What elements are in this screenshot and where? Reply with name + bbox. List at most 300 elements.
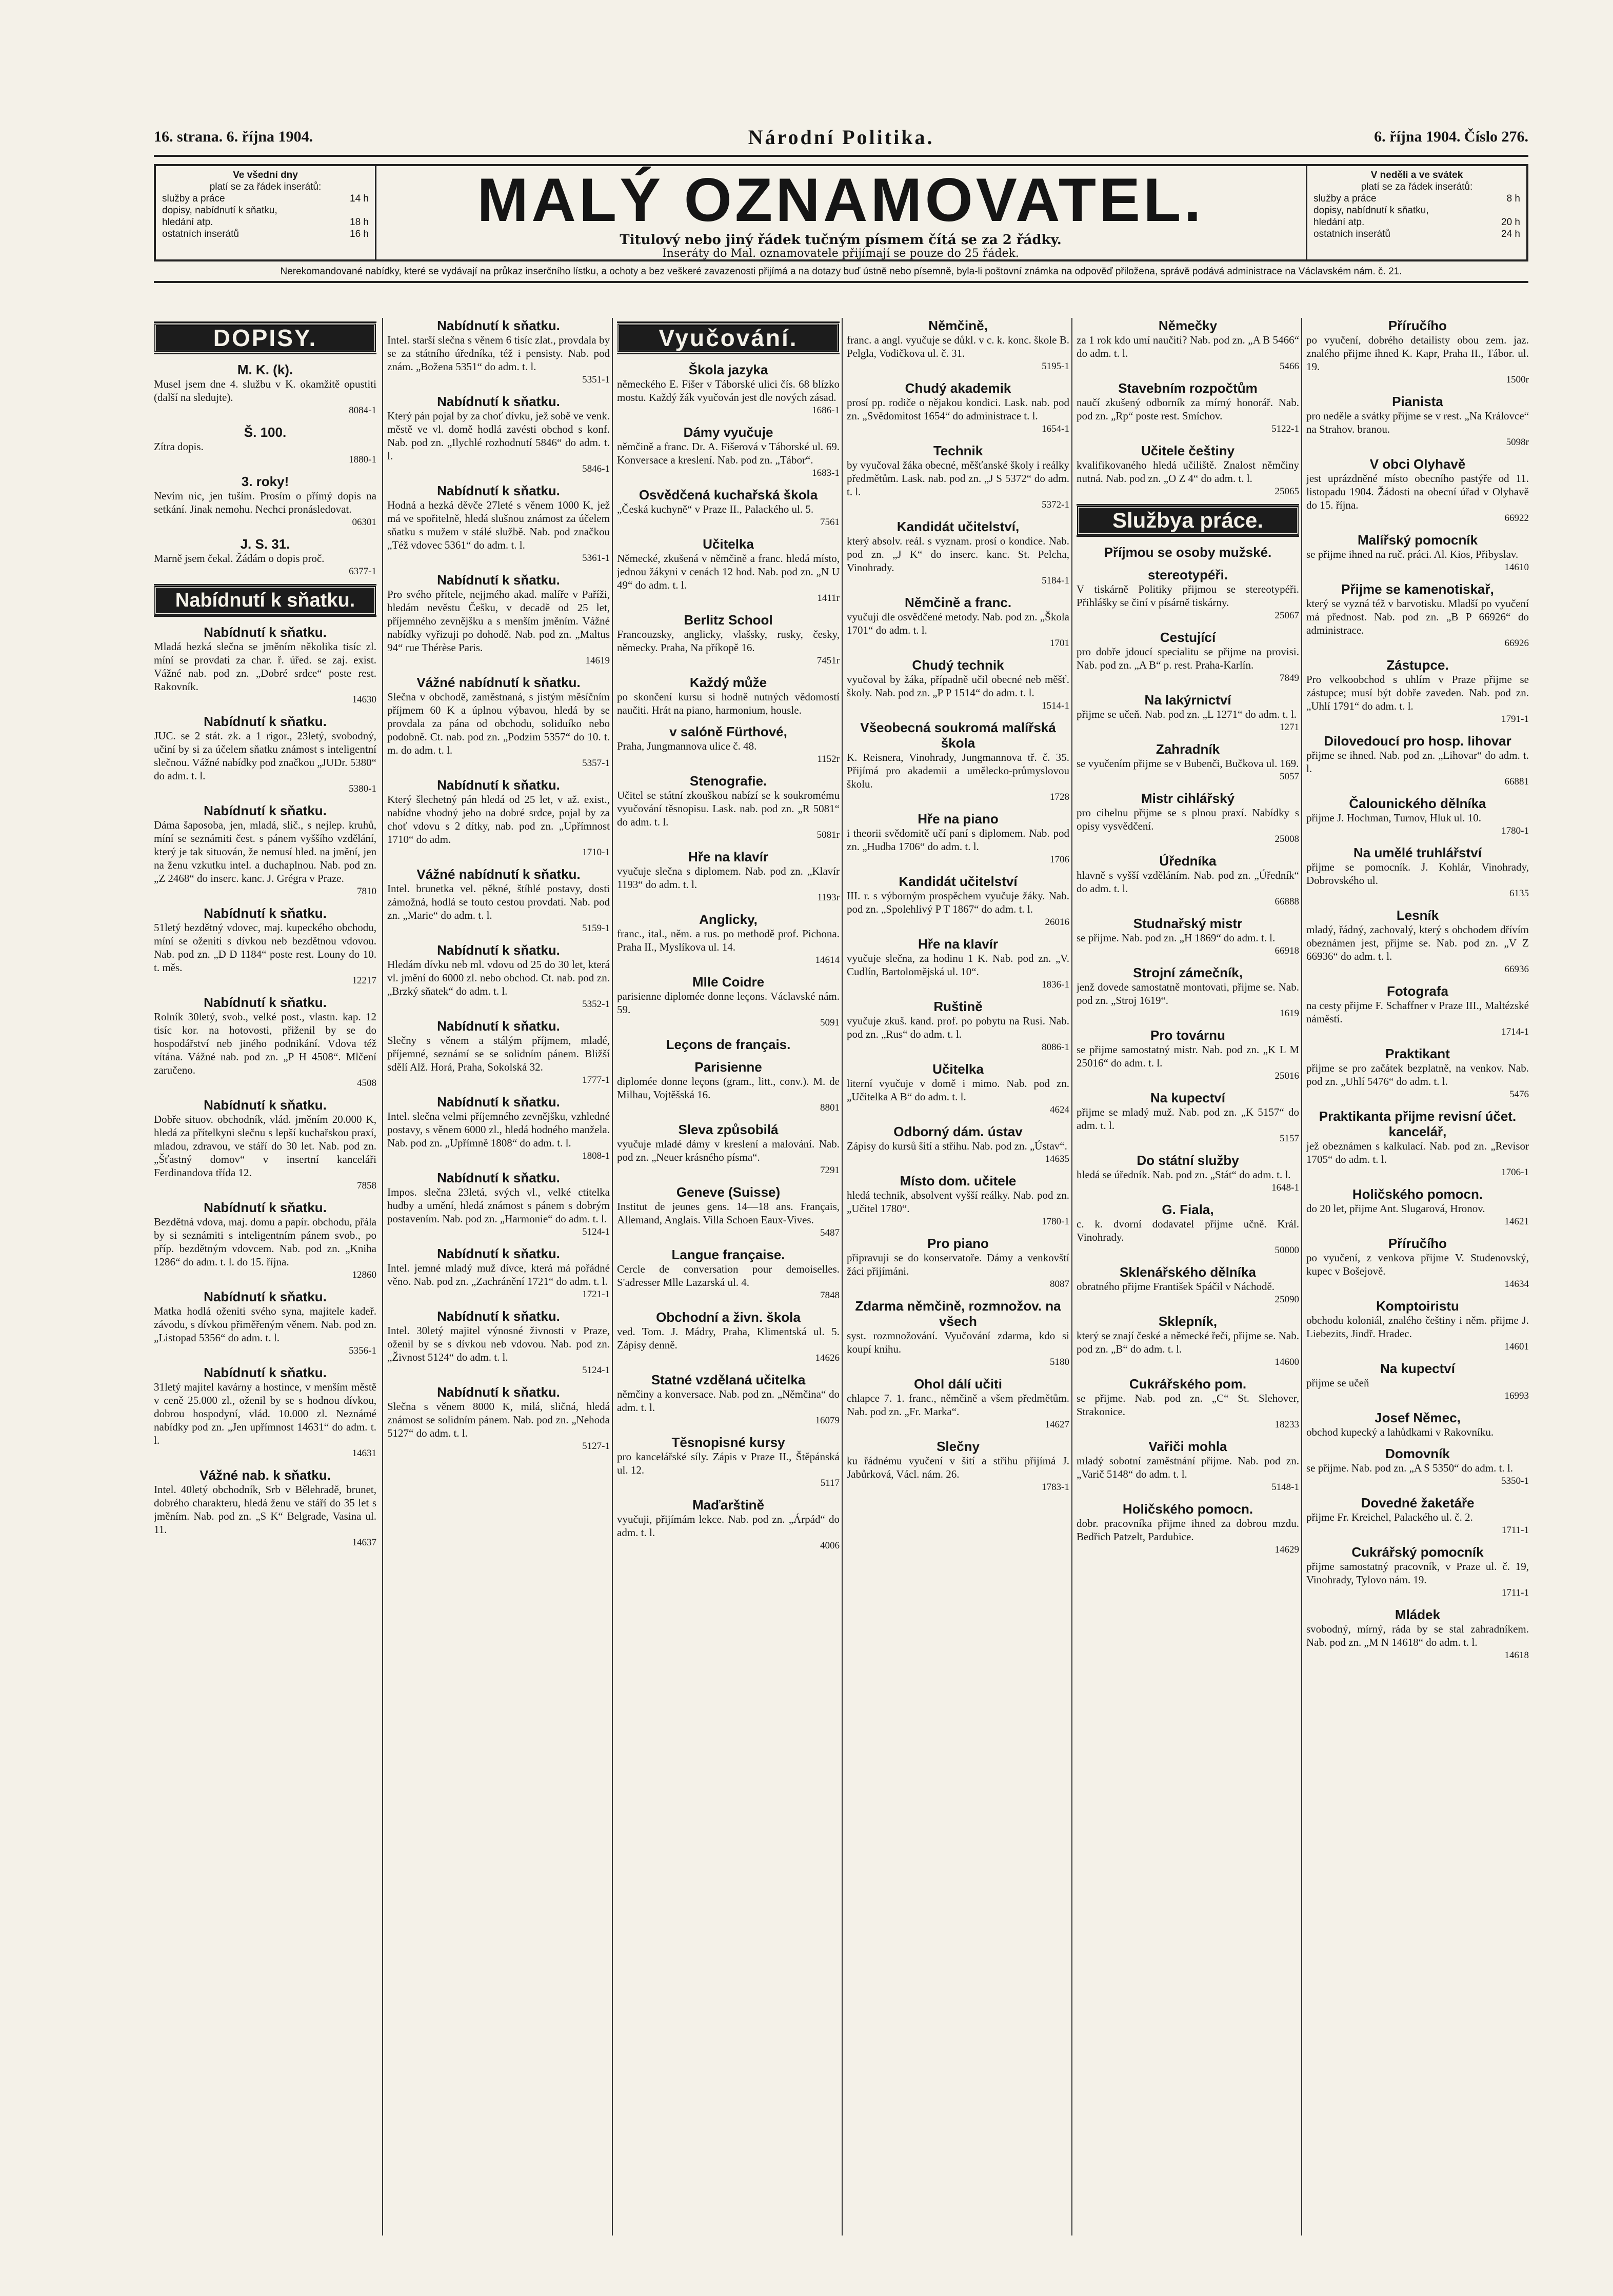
ad-body: hledá technik, absolvent vyšší reálky. Nab. pod zn. „Učitel 1780“. bbox=[847, 1189, 1069, 1215]
ad-heading: Těsnopisné kursy bbox=[671, 1435, 785, 1450]
column-rule bbox=[382, 318, 383, 2235]
ad-code: 4508 bbox=[357, 1078, 376, 1089]
column-2 bbox=[387, 318, 610, 2235]
classified-ad bbox=[847, 318, 1069, 373]
classified-ad bbox=[617, 536, 840, 605]
ad-code: 14634 bbox=[1504, 1279, 1529, 1290]
ad-heading: Pro továrnu bbox=[1150, 1028, 1225, 1043]
classified-ad bbox=[617, 1184, 840, 1240]
ad-body: Matka hodlá oženiti svého syna, majitele kadeř. závodu, s dívkou přiměřeným věnem. Nab. pod zn. „Listopad 5356“ do adm. t. l. bbox=[154, 1305, 376, 1344]
ad-heading: Škola jazyka bbox=[688, 362, 768, 377]
ad-body: vyučoval by žáka, případně učil obecné neb měšť. školy. Nab. pod zn. „P P 1514“ do adm. t. l. bbox=[847, 673, 1069, 699]
ad-heading: Obchodní a živn. škola bbox=[656, 1310, 801, 1325]
ad-body: který absolv. reál. s vyznam. prosí o kondice. Nab. pod zn. „J K“ do inserc. kanc. St. Pelcha, Vinohrady. bbox=[847, 535, 1069, 574]
ad-body: pro dobře jdoucí specialitu se přijme na provisi. Nab. pod zn. „A B“ p. rest. Praha-Karlín. bbox=[1077, 646, 1299, 671]
classified-ad bbox=[617, 773, 840, 842]
ad-code: 7858 bbox=[357, 1180, 376, 1191]
banner-title: MALÝ OZNAMOVATEL. bbox=[477, 166, 1204, 234]
classified-ad bbox=[387, 572, 610, 668]
ad-code: 5122-1 bbox=[1271, 424, 1299, 434]
ad-code: 14619 bbox=[585, 655, 610, 666]
classified-ad bbox=[1077, 380, 1299, 436]
classified-ad bbox=[387, 1018, 610, 1087]
ad-code: 5361-1 bbox=[582, 553, 610, 563]
ad-code: 66922 bbox=[1504, 513, 1529, 523]
ad-code: 5846-1 bbox=[582, 464, 610, 474]
ad-heading: Mládek bbox=[1395, 1607, 1441, 1622]
ad-code: 1880-1 bbox=[349, 454, 376, 465]
ad-body: který se znají české a německé řeči, přijme se. Nab. pod zn. „B“ do adm. t. l. bbox=[1077, 1330, 1299, 1355]
ad-code: 1780-1 bbox=[1042, 1216, 1069, 1227]
classified-ad bbox=[154, 536, 376, 578]
ad-code: 1714-1 bbox=[1501, 1026, 1529, 1037]
classified-ad bbox=[1306, 1495, 1529, 1537]
classified-ad bbox=[1306, 394, 1529, 449]
ad-body: ved. Tom. J. Mádry, Praha, Klimentská ul. 5. Zápisy denně. bbox=[617, 1325, 840, 1351]
section-heading-vyucovani: Vyučování. bbox=[617, 323, 840, 353]
ad-code: 5350-1 bbox=[1501, 1476, 1529, 1486]
ad-code: 5180 bbox=[1050, 1357, 1069, 1367]
ad-body: přijme samostatný pracovník, v Praze ul. č. 19, Vinohrady, Tylovo nám. 19. bbox=[1306, 1560, 1529, 1586]
classified-ad bbox=[617, 974, 840, 1030]
ad-heading: Úředníka bbox=[1159, 853, 1217, 869]
classified-ad bbox=[847, 936, 1069, 992]
ad-heading: Učitelka bbox=[703, 536, 754, 552]
classified-ad bbox=[847, 1124, 1069, 1166]
ad-body: kvalifikovaného hledá učiliště. Znalost němčiny nutná. Nab. pod zn. „O Z 4“ do adm. t. l. bbox=[1077, 459, 1299, 485]
ad-heading: Němčině a franc. bbox=[904, 595, 1012, 610]
ad-body: obchod kupecký a lahůdkami v Rakovníku. bbox=[1306, 1426, 1494, 1438]
ad-code: 7451r bbox=[817, 655, 840, 666]
ad-heading: Hře na klavír bbox=[918, 936, 999, 952]
classified-ad bbox=[847, 874, 1069, 929]
ad-heading: Nabídnutí k sňatku. bbox=[437, 394, 560, 409]
classified-ad bbox=[617, 1310, 840, 1365]
ad-code: 1648-1 bbox=[1271, 1182, 1299, 1193]
ad-code: 7848 bbox=[820, 1290, 840, 1301]
rates-heading: V neděli a ve svátek bbox=[1370, 170, 1463, 180]
banner-subtitle-2: Inseráty do Mal. oznamovatele přijímají se pouze do 25 řádek. bbox=[662, 247, 1019, 260]
ad-code: 14621 bbox=[1504, 1216, 1529, 1227]
ad-code: 16079 bbox=[815, 1415, 840, 1426]
classified-ad bbox=[387, 318, 610, 387]
classified-ad bbox=[387, 1094, 610, 1163]
classified-ad bbox=[1077, 853, 1299, 909]
ad-body: jež obeznámen s kalkulací. Nab. pod zn. „Revisor 1705“ do adm. t. l. bbox=[1306, 1140, 1529, 1165]
ad-code: 5124-1 bbox=[582, 1226, 610, 1237]
classified-ad bbox=[1306, 1046, 1529, 1101]
ad-heading: Osvědčená kuchařská škola bbox=[639, 487, 818, 502]
ad-body: pro cihelnu přijme se s plnou praxí. Nabídky s opisy vysvědčení. bbox=[1077, 807, 1299, 832]
ad-heading: v salóně Fürthové, bbox=[669, 724, 787, 739]
classified-ad bbox=[154, 425, 376, 467]
section-heading-nabidnuti: Nabídnutí k sňatku. bbox=[154, 586, 376, 615]
ad-body: se přijme samostatný mistr. Nab. pod zn. „K L M 25016“ do adm. t. l. bbox=[1077, 1043, 1299, 1069]
ad-heading: Sklenářského dělníka bbox=[1120, 1264, 1256, 1280]
ad-code: 5157 bbox=[1280, 1133, 1299, 1144]
ad-heading: G. Fiala, bbox=[1162, 1202, 1214, 1217]
classified-ad bbox=[154, 995, 376, 1090]
classified-ad bbox=[1306, 581, 1529, 650]
ad-body: Francouzsky, anglicky, vlašsky, rusky, česky, německy. Praha, Na příkopě 16. bbox=[617, 628, 840, 654]
classified-ad bbox=[154, 803, 376, 898]
ad-heading: Holičského pomocn. bbox=[1352, 1186, 1483, 1202]
ad-heading: Praktikant bbox=[1385, 1046, 1450, 1061]
classified-ad bbox=[617, 1372, 840, 1427]
rates-heading: Ve všední dny bbox=[233, 170, 298, 180]
classified-ad bbox=[617, 1037, 840, 1052]
classified-ad bbox=[847, 720, 1069, 804]
classified-ad bbox=[847, 519, 1069, 588]
ad-body: Cercle de conversation pour demoiselles. S'adresser Mlle Lazarská ul. 4. bbox=[617, 1263, 840, 1288]
ad-body: vyučuje mladé dámy v kreslení a malování. Nab. pod zn. „Neuer krásného písma“. bbox=[617, 1138, 840, 1163]
ad-code: 5356-1 bbox=[349, 1345, 376, 1356]
ad-code: 1683-1 bbox=[812, 468, 840, 478]
classified-ad bbox=[1306, 1410, 1529, 1439]
ad-body: svobodný, mírný, ráda by se stal zahradníkem. Nab. pod zn. „M N 14618“ do adm. t. l. bbox=[1306, 1623, 1529, 1648]
ad-body: do 20 let, přijme Ant. Slugarová, Hronov. bbox=[1306, 1202, 1485, 1215]
ad-body: na cesty přijme F. Schaffner v Praze III., Maltézské náměstí. bbox=[1306, 999, 1529, 1025]
ad-body: i theorii svědomitě učí paní s diplomem. Nab. pod zn. „Hudba 1706“ do adm. t. l. bbox=[847, 827, 1069, 853]
ad-body: literní vyučuje v domě i mimo. Nab. pod zn. „Učitelka A B“ do adm. t. l. bbox=[847, 1077, 1069, 1103]
column-rule bbox=[1301, 318, 1302, 2235]
column-5 bbox=[1077, 318, 1299, 2235]
ad-code: 8801 bbox=[820, 1102, 840, 1113]
classified-ad bbox=[154, 474, 376, 529]
ad-body: mladý, řádný, zachovalý, který s obchodem dřívím obeznámen jest, přijme se. Nab. pod zn. „V Z 66936“ do adm. t. l. bbox=[1306, 923, 1529, 962]
classified-ad bbox=[1077, 1090, 1299, 1145]
ad-body: Hodná a hezká děvče 27leté s věnem 1000 K, jež má ve spořitelně, hledá slušnou známost za účelem sňatku s mužem v stálé službě. Nab. pod značkou „Též vdovec 5361“ do adm. t. l. bbox=[387, 499, 610, 551]
column-rule bbox=[1071, 318, 1072, 2235]
ad-code: 1710-1 bbox=[582, 847, 610, 858]
ad-code: 5357-1 bbox=[582, 758, 610, 769]
ad-body: Který šlechetný pán hledá od 25 let, v až. exist., nabídne vhodný jeho na dobré srdce, pojal by za choť vdovu s 2 dítky, nab. pod zn. „Upřímnost 1710“ do adm. bbox=[387, 793, 610, 845]
ad-heading: Pro piano bbox=[927, 1236, 989, 1251]
ad-heading: Kandidát učitelství bbox=[899, 874, 1018, 889]
classified-ad bbox=[1306, 1607, 1529, 1662]
classified-ad bbox=[847, 1061, 1069, 1117]
section-heading-dopisy: DOPISY. bbox=[154, 323, 376, 353]
classified-ad bbox=[617, 362, 840, 417]
classified-ad bbox=[1306, 1236, 1529, 1291]
ad-body: Musel jsem dne 4. službu v K. okamžitě opustiti (další na sledujte). bbox=[154, 378, 376, 404]
ad-body: Praha, Jungmannova ulice č. 48. bbox=[617, 740, 757, 752]
holiday-rates bbox=[1306, 166, 1526, 259]
ad-body: obchodu koloniál, znalého češtiny i něm. přijme J. Liebezits, Jindř. Hradec. bbox=[1306, 1314, 1529, 1340]
ad-heading: Každý může bbox=[689, 675, 767, 690]
ad-heading: Kandidát učitelství, bbox=[897, 519, 1020, 534]
ad-body: pro neděle a svátky přijme se v rest. „Na Královce“ na Strahov. branou. bbox=[1306, 410, 1529, 435]
ad-body: jest uprázdněné místo obecního pastýře od 11. listopadu 1904. Žádosti na obecní úřad v Olyhavě do 15. října. bbox=[1306, 472, 1529, 511]
ad-code: 14635 bbox=[1045, 1154, 1069, 1164]
ad-code: 7849 bbox=[1280, 673, 1299, 683]
ad-body: po skončení kursu si hodně nutných vědomostí naučiti. Hrát na piano, harmonium, housle. bbox=[617, 691, 840, 716]
ad-body: JUC. se 2 stát. zk. a 1 rigor., 23letý, svobodný, učiní by si za účelem sňatku známost s inteligentní slečnou. Vážné nabídky pod značkou „JUDr. 5380“ do adm. t. l. bbox=[154, 730, 376, 782]
classified-ad bbox=[154, 714, 376, 796]
rate-row: hledání atp. 18 h bbox=[162, 217, 369, 228]
ad-heading: Nabídnutí k sňatku. bbox=[204, 1200, 327, 1215]
classified-ad bbox=[1077, 1153, 1299, 1195]
ad-code: 12860 bbox=[352, 1270, 376, 1280]
ad-heading: Nabídnutí k sňatku. bbox=[204, 995, 327, 1010]
ad-code: 16993 bbox=[1504, 1391, 1529, 1401]
ad-body: vyučuje zkuš. kand. prof. po pobytu na Rusi. Nab. pod zn. „Rus“ do adm. t. l. bbox=[847, 1015, 1069, 1040]
ad-heading: Nabídnutí k sňatku. bbox=[437, 777, 560, 793]
ad-body: diplomée donne leçons (gram., litt., conv.). M. de Milhau, Vojtěšská 16. bbox=[617, 1075, 840, 1101]
ad-code: 14626 bbox=[815, 1353, 840, 1363]
ad-body: Marně jsem čekal. Žádám o dopis proč. bbox=[154, 552, 325, 565]
ad-heading: Geneve (Suisse) bbox=[676, 1184, 781, 1200]
ad-heading: Anglicky, bbox=[699, 912, 758, 927]
ad-heading: Nabídnutí k sňatku. bbox=[437, 318, 560, 333]
ad-body: vyučuje slečna, za hodinu 1 K. Nab. pod zn. „V. Cudlín, Bartolomějská ul. 10“. bbox=[847, 952, 1069, 978]
classified-ad bbox=[1077, 1376, 1299, 1432]
classified-ad bbox=[1306, 908, 1529, 976]
ad-heading: Příručího bbox=[1388, 1236, 1447, 1251]
classified-ad bbox=[1306, 1186, 1529, 1228]
ad-heading: Nabídnutí k sňatku. bbox=[437, 1384, 560, 1400]
classified-ad bbox=[1077, 791, 1299, 846]
ad-code: 5127-1 bbox=[582, 1441, 610, 1452]
ad-heading: Hře na klavír bbox=[688, 849, 769, 864]
ad-body: přijme se pomocník. J. Kohlár, Vinohrady, Dobrovského ul. bbox=[1306, 861, 1529, 887]
classified-ad bbox=[1077, 1264, 1299, 1306]
classified-ad bbox=[1306, 796, 1529, 838]
ad-code: 5380-1 bbox=[349, 783, 376, 794]
classified-ad bbox=[387, 1384, 610, 1453]
classified-ad bbox=[1077, 692, 1299, 734]
ad-code: 1791-1 bbox=[1501, 714, 1529, 724]
ad-code: 7291 bbox=[820, 1165, 840, 1176]
ad-code: 25065 bbox=[1275, 486, 1299, 497]
ad-heading: Berlitz School bbox=[684, 612, 773, 628]
classified-ad bbox=[847, 595, 1069, 650]
ad-heading: Komptoiristu bbox=[1376, 1298, 1459, 1314]
ad-code: 14631 bbox=[352, 1448, 376, 1459]
ad-heading: Nabídnutí k sňatku. bbox=[204, 714, 327, 729]
ad-code: 5351-1 bbox=[582, 374, 610, 385]
ad-body: jenž dovede samostatně montovati, přijme se. Nab. pod zn. „Stroj 1619“. bbox=[1077, 981, 1299, 1006]
ad-heading: Sklepník, bbox=[1158, 1314, 1218, 1329]
ad-heading: Učitele češtiny bbox=[1141, 443, 1235, 458]
ad-heading: Slečny bbox=[937, 1439, 980, 1454]
ad-heading: Nabídnutí k sňatku. bbox=[437, 1308, 560, 1324]
ad-heading: Š. 100. bbox=[244, 425, 287, 440]
ad-heading: Cukrářský pomocník bbox=[1351, 1544, 1484, 1560]
ad-body: Který pán pojal by za choť dívku, jež sobě ve venk. městě ve vl. domě hodlá zavésti obchod s konf. Nab. pod zn. „Ilychlé rozhodnutí 5846“ do adm. t. l. bbox=[387, 410, 610, 462]
ad-code: 1193r bbox=[817, 892, 840, 903]
banner-notice: Nerekomandované nabídky, které se vydávají na průkaz inserčního lístku, a ochoty a bez veškeré zavazenosti přijímá a na dotazy buď ústně nebo písemně, byla-li poštovní známka na odpověď přiložena, správě podává administrace na Václavském nám. č. 21. bbox=[154, 264, 1528, 283]
classified-ad bbox=[617, 612, 840, 668]
ad-body: franc., ital., něm. a rus. po methodě prof. Pichona. Praha II., Myslíkova ul. 14. bbox=[617, 928, 840, 953]
classified-ad bbox=[617, 1247, 840, 1302]
ad-heading: Přijme se kamenotiskař, bbox=[1341, 581, 1494, 597]
classified-ad bbox=[387, 867, 610, 935]
ad-heading: Místo dom. učitele bbox=[900, 1173, 1017, 1189]
newspaper-title: Národní Politika. bbox=[748, 126, 934, 149]
ad-body: V tiskárně Politiky přijmou se stereotypéři. Přihlášky se činí v písárně tiskárny. bbox=[1077, 583, 1299, 609]
classified-ad bbox=[1077, 545, 1299, 560]
ad-body: přijme se mladý muž. Nab. pod zn. „K 5157“ do adm. t. l. bbox=[1077, 1106, 1299, 1132]
ad-heading: Nabídnutí k sňatku. bbox=[437, 1170, 560, 1185]
classified-ad bbox=[154, 1365, 376, 1460]
classified-ad bbox=[1077, 1314, 1299, 1369]
ad-body: franc. a angl. vyučuje se důkl. v c. k. konc. škole B. Pelgla, Vodičkova ul. č. 31. bbox=[847, 334, 1069, 359]
ad-body: německého E. Fišer v Táborské ulici čís. 68 blízko mostu. Každý žák vyučován jest dle nových zásad. bbox=[617, 378, 840, 404]
classified-ad bbox=[847, 1236, 1069, 1291]
ad-body: přijme Fr. Kreichel, Palackého ul. č. 2. bbox=[1306, 1511, 1473, 1523]
classified-ad bbox=[847, 999, 1069, 1054]
column-1 bbox=[154, 318, 376, 2235]
classified-ad bbox=[617, 675, 840, 717]
ad-body: Bezdětná vdova, maj. domu a papír. obchodu, přála by si seznámiti s inteligentním pánem svob., po příp. bezdětným vdovcem. Nab. pod zn. „Kniha 1286“ do adm. t. l. do 15. října. bbox=[154, 1216, 376, 1268]
ad-code: 1711-1 bbox=[1501, 1525, 1529, 1536]
ad-body: Intel. starší slečna s věnem 6 tisíc zlat., provdala by se za státního úředníka, též i pensisty. Nab. pod znám. „Božena 5351“ do adm. t. l. bbox=[387, 334, 610, 373]
classified-ad bbox=[1306, 456, 1529, 525]
ad-heading: Nabídnutí k sňatku. bbox=[437, 1246, 560, 1261]
ad-body: po vyučení, dobrého detailisty obou zem. jaz. znalého přijme ihned K. Kapr, Praha II., Tábor. ul. 19. bbox=[1306, 334, 1529, 373]
ad-heading: Na kupectví bbox=[1380, 1361, 1455, 1376]
ad-heading: J. S. 31. bbox=[240, 536, 290, 552]
ad-code: 1808-1 bbox=[582, 1151, 610, 1161]
ad-heading: Parisienne bbox=[694, 1059, 762, 1075]
ad-body: naučí zkušený odborník za mírný honorář. Nab. pod zn. „Rp“ poste rest. Smíchov. bbox=[1077, 396, 1299, 422]
ad-code: 7810 bbox=[357, 886, 376, 897]
ad-body: přijme se pro začátek bezplatně, na venkov. Nab. pod zn. „Uhlí 5476“ do adm. t. l. bbox=[1306, 1062, 1529, 1087]
rates-subheading: platí se za řádek inserátů: bbox=[1361, 182, 1473, 192]
ad-code: 26016 bbox=[1045, 917, 1069, 928]
ad-heading: Holičského pomocn. bbox=[1122, 1501, 1253, 1517]
ad-code: 1500r bbox=[1506, 374, 1529, 385]
page-number-date: 16. strana. 6. října 1904. bbox=[154, 128, 313, 145]
ad-heading: Do státní služby bbox=[1137, 1153, 1239, 1168]
ad-heading: Hře na piano bbox=[918, 811, 999, 827]
ad-body: se přijme. Nab. pod zn. „A S 5350“ do adm. t. l. bbox=[1306, 1462, 1514, 1474]
ad-heading: Nabídnutí k sňatku. bbox=[437, 1018, 560, 1034]
ad-code: 66918 bbox=[1275, 945, 1299, 956]
ad-code: 5466 bbox=[1280, 361, 1299, 372]
classified-ad bbox=[847, 811, 1069, 867]
ad-code: 5057 bbox=[1280, 771, 1299, 782]
classified-ad bbox=[1077, 1202, 1299, 1257]
ad-body: dobr. pracovníka přijme ihned za dobrou mzdu. Bedřich Patzelt, Pardubice. bbox=[1077, 1517, 1299, 1543]
ad-heading: Ruštině bbox=[933, 999, 983, 1014]
ad-body: se vyučením přijme se v Bubenči, Bučkova ul. 169. bbox=[1077, 757, 1299, 770]
ad-heading: Technik bbox=[933, 443, 983, 458]
ad-body: přijme se ihned. Nab. pod zn. „Lihovar“ do adm. t. l. bbox=[1306, 749, 1529, 775]
ad-code: 14630 bbox=[352, 694, 376, 705]
ad-heading: Chudý technik bbox=[912, 657, 1004, 673]
classified-ad bbox=[154, 1467, 376, 1549]
ad-body: Učitel se státní zkouškou nabízí se k soukromému vyučování těsnopisu. Lask. nab. pod zn. „R 5081“ do adm. t. l. bbox=[617, 789, 840, 828]
ad-heading: M. K. (k). bbox=[237, 362, 293, 377]
ad-heading: Malířský pomocník bbox=[1357, 532, 1478, 548]
ad-body: Intel. 30letý majitel výnosné živnosti v Praze, oženil by se s dívkou neb vdovou. Nab. pod zn. „Živnost 5124“ do adm. t. l. bbox=[387, 1324, 610, 1363]
classified-banner bbox=[154, 164, 1528, 261]
ad-body: 31letý majitel kavárny a hostince, v menším městě v ceně 25.000 zl., oženil by se s hodnou dívkou, dobrou hospodyní, vlád. 10.000 zl. Neznámé nabídky pod zn. „Jen upřímnost 14631“ do adm. t. l. bbox=[154, 1381, 376, 1446]
ad-heading: Nabídnutí k sňatku. bbox=[204, 905, 327, 921]
ad-heading: Vážné nab. k sňatku. bbox=[200, 1467, 331, 1483]
classified-ad bbox=[847, 1439, 1069, 1494]
classified-ad bbox=[617, 849, 840, 904]
classified-ad bbox=[154, 625, 376, 707]
ad-heading: Dilovedoucí pro hosp. lihovar bbox=[1324, 733, 1511, 749]
ad-body: Intel. 40letý obchodník, Srb v Bělehradě, brunet, dobrého charakteru, hledá ženu ve stáří do 35 let s jměním. Nab. pod zn. „S K“ Belgrade, Vasina ul. 11. bbox=[154, 1483, 376, 1536]
ad-code: 5476 bbox=[1509, 1089, 1529, 1100]
ad-heading: Příručího bbox=[1388, 318, 1447, 333]
rate-row: ostatních inserátů 16 h bbox=[162, 229, 369, 239]
classified-ad bbox=[1306, 1544, 1529, 1600]
ad-code: 5372-1 bbox=[1042, 499, 1069, 510]
ad-code: 1271 bbox=[1280, 722, 1299, 733]
ad-body: po vyučení, z venkova přijme V. Studenovský, kupec v Bošejově. bbox=[1306, 1252, 1529, 1277]
ad-code: 14601 bbox=[1504, 1341, 1529, 1352]
ad-body: Institut de jeunes gens. 14—18 ans. Français, Allemand, Anglais. Villa Schoen Eaux-Vives. bbox=[617, 1200, 840, 1226]
classified-ad bbox=[617, 1497, 840, 1553]
ad-body: Intel. brunetka vel. pěkné, štíhlé postavy, dosti zámožná, hodlá se touto cestou provdati. Nab. pod zn. „Marie“ do adm. t. l. bbox=[387, 882, 610, 921]
ad-code: 1780-1 bbox=[1501, 825, 1529, 836]
ad-heading: Strojní zámečník, bbox=[1133, 965, 1243, 980]
ad-code: 1711-1 bbox=[1501, 1587, 1529, 1598]
ad-body: chlapce 7. 1. franc., němčině a všem předmětům. Nab. pod zn. „Fr. Marka“. bbox=[847, 1392, 1069, 1418]
ad-code: 5098r bbox=[1506, 437, 1529, 448]
ad-code: 5487 bbox=[820, 1227, 840, 1238]
ad-body: Mladá hezká slečna se jměním několika tisíc zl. míní se provdati za char. ř. úřed. se zaj. exist. Vážné nab. pod zn. „Dobré srdce“ poste rest. Rakovník. bbox=[154, 640, 376, 693]
ad-heading: Dovedné žaketáře bbox=[1361, 1495, 1475, 1510]
ad-heading: Zdarma němčině, rozmnožov. na všech bbox=[855, 1298, 1061, 1329]
ad-heading: Učitelka bbox=[932, 1061, 984, 1077]
classified-ad bbox=[617, 1059, 840, 1115]
ad-code: 25067 bbox=[1275, 610, 1299, 621]
ad-code: 18233 bbox=[1275, 1419, 1299, 1430]
ad-code: 14627 bbox=[1045, 1419, 1069, 1430]
classified-ad bbox=[617, 1435, 840, 1490]
ad-heading: Zahradník bbox=[1156, 741, 1220, 757]
ad-heading: Praktikanta přijme revisní účet. kancelář, bbox=[1319, 1109, 1517, 1139]
ad-heading: Statné vzdělaná učitelka bbox=[651, 1372, 806, 1387]
ad-heading: Lesník bbox=[1396, 908, 1439, 923]
ad-body: mladý sobotní zaměstnání přijme. Nab. pod zn. „Varič 5148“ do adm. t. l. bbox=[1077, 1455, 1299, 1480]
classified-ad bbox=[847, 443, 1069, 512]
newspaper-page bbox=[154, 123, 1528, 2241]
classified-ad bbox=[617, 912, 840, 967]
ad-code: 14600 bbox=[1275, 1357, 1299, 1367]
ad-body: K. Reisnera, Vinohrady, Jungmannova tř. č. 35. Přijímá pro akademii a umělecko-průmyslovou školu. bbox=[847, 751, 1069, 790]
ad-heading: Studnařský mistr bbox=[1133, 916, 1243, 931]
rate-row: dopisy, nabídnutí k sňatku, bbox=[162, 205, 277, 216]
ad-body: Intel. jemné mladý muž dívce, která má pořádné věno. Nab. pod zn. „Zachránění 1721“ do adm. t. l. bbox=[387, 1262, 610, 1287]
classified-ad bbox=[617, 724, 840, 766]
ad-code: 1728 bbox=[1050, 792, 1069, 802]
ad-heading: Mlle Coidre bbox=[692, 974, 765, 990]
ad-code: 1411r bbox=[817, 593, 840, 603]
ad-code: 5352-1 bbox=[582, 999, 610, 1010]
ad-body: c. k. dvorní dodavatel přijme učně. Král. Vinohrady. bbox=[1077, 1218, 1299, 1243]
ad-heading: Příjmou se osoby mužské. bbox=[1104, 545, 1272, 560]
ad-code: 8087 bbox=[1050, 1279, 1069, 1290]
classified-ad bbox=[1077, 630, 1299, 685]
ad-body: syst. rozmnožování. Vyučování zdarma, kdo si koupí knihu. bbox=[847, 1330, 1069, 1355]
ad-body: pro kancelářské síly. Zápis v Praze II., Štěpánská ul. 12. bbox=[617, 1451, 840, 1476]
ad-code: 50000 bbox=[1275, 1245, 1299, 1256]
ad-code: 1721-1 bbox=[582, 1289, 610, 1300]
ad-heading: Němečky bbox=[1158, 318, 1218, 333]
ad-code: 6377-1 bbox=[349, 566, 376, 577]
ad-code: 14618 bbox=[1504, 1650, 1529, 1661]
classified-ad bbox=[387, 1246, 610, 1301]
classified-ad bbox=[617, 425, 840, 480]
ad-heading: Josef Němec, bbox=[1375, 1410, 1461, 1425]
